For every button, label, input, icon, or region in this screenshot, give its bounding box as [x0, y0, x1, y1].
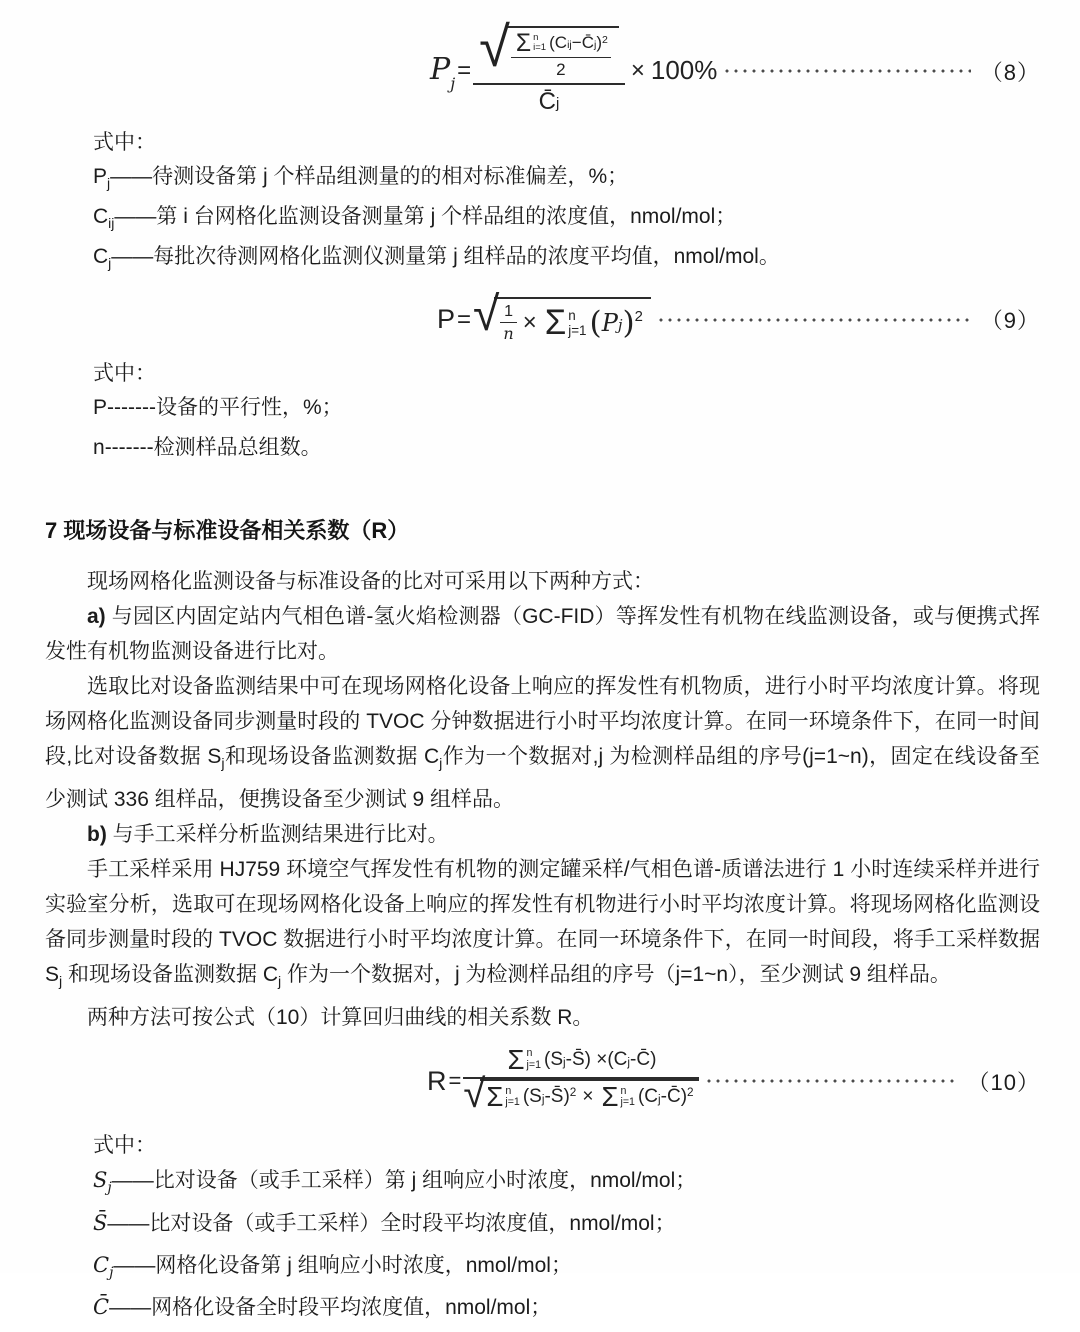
- definition-item: $P_j——$待测设备第 j 个样品组测量的的相对标准偏差，%；: [93, 165, 629, 192]
- definition-item: $S_j——$比对设备（或手工采样）第 j 组响应小时浓度，nmol/mol；: [93, 1168, 697, 1197]
- summation: Σ n i=1: [515, 29, 547, 57]
- dotted-leader: [659, 318, 971, 322]
- dotted-leader: [725, 69, 970, 73]
- definition-item: $C_j——$网格化设备第 j 组响应小时浓度，nmol/mol；: [93, 1252, 572, 1281]
- formula-8-denominator: C̄ $_j$: [473, 83, 625, 116]
- radical-sign: √: [479, 14, 510, 78]
- symbol-Sj: $S_j$: [93, 1168, 112, 1197]
- one-over-n: $\frac{1}{n}$: [500, 303, 516, 343]
- defs-label: 式中：: [93, 361, 156, 385]
- equation-number-9: （9）: [980, 308, 1040, 334]
- formula-9: [437, 287, 651, 343]
- equation-number-10: （10）: [967, 1069, 1040, 1095]
- formula-9-row: [45, 289, 1040, 351]
- square-root: √ Σ n j=1 (S $_j$ -S̄) $^2$ × Σ n j=1 (C $_j$ -C̄) $^2$: [463, 1079, 698, 1115]
- definition-item: P-------设备的平行性，%；: [93, 395, 343, 419]
- definition-item: $C_j——$每批次待测网格化监测仪测量第 j 组样品的浓度平均值，nmol/mol。: [93, 245, 780, 272]
- radical-sign: √: [473, 287, 500, 341]
- section-heading: 7 现场设备与标准设备相关系数（R）: [45, 517, 410, 543]
- symbol-Cbar: C̄: [93, 1294, 110, 1319]
- formula-10-row: [45, 1039, 1040, 1123]
- paragraph-item-a: [45, 599, 1040, 669]
- formula-10-fraction: Σ n j=1 (S $_j$ -S̄) ×(C $_j$ -C̄) √ Σ n j=1 (S $_j$ -S̄) $^2$ × Σ n j=1 (C $_j$ -C̄) $^2$: [463, 1047, 698, 1115]
- formula-8-fraction: [473, 14, 625, 116]
- formula-8-lhs: $P_j$: [430, 52, 456, 94]
- summation: Σ n j=1: [601, 1081, 635, 1113]
- item-a-text: 与园区内固定站内气相色谱-氢火焰检测器（GC-FID）等挥发性有机物在线监测设备，或与便携式挥发性有机物监测设备进行比对。: [45, 604, 1040, 663]
- equation-number-8: （8）: [980, 59, 1040, 85]
- formula-10: [427, 1044, 699, 1117]
- radical-sign: √: [463, 1072, 486, 1117]
- paragraph-intro: 现场网格化监测设备与标准设备的比对可采用以下两种方式：: [87, 569, 654, 593]
- definition-item: n-------检测样品总组数。: [93, 435, 322, 459]
- formula-8: [430, 14, 718, 116]
- summation: Σ n j=1: [486, 1081, 520, 1113]
- symbol-P: P: [93, 395, 108, 419]
- symbol-Cij: $C_{ij}$: [93, 205, 115, 232]
- list-label-a: a): [87, 604, 106, 628]
- defs-label: 式中：: [93, 1134, 156, 1158]
- symbol-n: n: [93, 435, 105, 459]
- formula-10-lhs: R: [427, 1065, 447, 1096]
- open-paren: (: [589, 304, 602, 341]
- times-sign: ×: [630, 56, 645, 84]
- paragraph-item-b: [45, 817, 1040, 852]
- paragraph-a-body: 选取比对设备监测结果中可在现场网格化设备上响应的挥发性有机物质，进行小时平均浓度计算。将现场网格化监测设备同步测量时段的 TVOC 分钟数据进行小时平均浓度计算。在同一环境条件下，在同一时间段,比对设备数据 $S_j$和现场设备监测数据 $C_j$作为一个数据对,j 为检测样品组的序号(j=1~n)，固定在线设备至少测试 336 组样品，便携设备至少测试 9 组样品。: [45, 674, 1041, 812]
- dotted-leader: [707, 1079, 958, 1083]
- square-root: [479, 14, 619, 80]
- summation: Σ n j=1: [544, 303, 587, 343]
- times-sign: ×: [582, 1086, 594, 1108]
- square-root: √ $\frac{1}{n}$ × Σ n j=1 ( P $_j$ ) $^2$: [473, 297, 651, 343]
- symbol-Pj: $P_j$: [93, 165, 111, 192]
- equals-sign: =: [457, 305, 472, 333]
- summation: Σ n j=1: [507, 1044, 542, 1076]
- close-paren: ): [622, 304, 635, 341]
- definitions-formula-8: [45, 126, 1040, 281]
- times-sign: ×: [522, 308, 537, 336]
- list-label-b: b): [87, 823, 107, 847]
- equals-sign: =: [448, 1068, 462, 1094]
- percent-value: 100%: [650, 55, 718, 86]
- paragraph-closing: 两种方法可按公式（10）计算回归曲线的相关系数 R。: [87, 1006, 594, 1030]
- equals-sign: =: [457, 56, 472, 84]
- formula-8-row: [45, 14, 1040, 120]
- section-body: [45, 564, 1040, 1035]
- definitions-formula-9: [45, 357, 1040, 471]
- definition-item: C̄——网格化设备全时段平均浓度值，nmol/mol；: [93, 1294, 552, 1319]
- item-b-text: 与手工采样分析监测结果进行比对。: [106, 823, 449, 847]
- definition-item: S̄——比对设备（或手工采样）全时段平均浓度值，nmol/mol；: [93, 1210, 676, 1235]
- defs-label: 式中：: [93, 131, 156, 154]
- symbol-Cj: $C_j$: [93, 1252, 114, 1281]
- inner-fraction: Σ n i=1 ( C $_{ij}$ − C̄ $_j$ ) $^2$ 2: [511, 32, 611, 80]
- paragraph-b-body: 手工采样采用 HJ759 环境空气挥发性有机物的测定罐采样/气相色谱-质谱法进行 1 小时连续采样并进行实验室分析，选取可在现场网格化设备上响应的挥发性有机物进行小时平均浓度计算。将现场网格化监测设备同步测量时段的 TVOC 数据进行小时平均浓度计算。在同一环境条件下，在同一时间段，将手工采样数据 $S_j$ 和现场设备监测数据 $C_j$ 作为一个数据对，j 为检测样品组的序号（j=1~n），至少测试 9 组样品。: [45, 858, 1040, 991]
- symbol-Sbar: S̄: [93, 1210, 108, 1235]
- definition-item: $C_{ij}——$第 i 台网格化监测设备测量第 j 个样品组的浓度值，nmol/mol；: [93, 205, 737, 232]
- symbol-Cj: $C_j$: [93, 245, 112, 272]
- formula-9-lhs: P: [437, 304, 456, 335]
- definitions-formula-10: [45, 1129, 1040, 1332]
